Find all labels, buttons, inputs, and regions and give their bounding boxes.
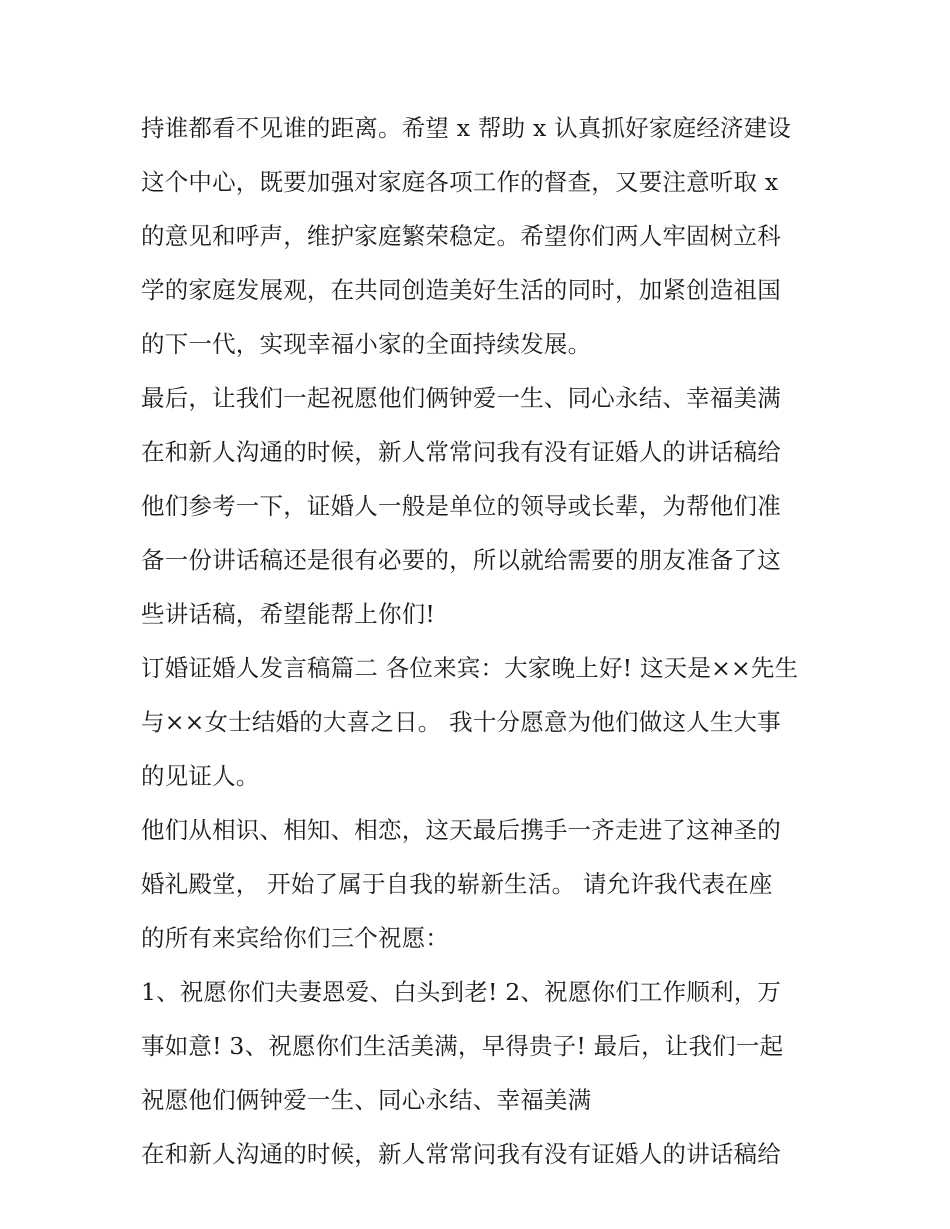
text-line: 他们从相识、相知、相恋，这天最后携手一齐走进了这神圣的 bbox=[141, 816, 781, 844]
text-line: 的下一代，实现幸福小家的全面持续发展。 bbox=[141, 330, 592, 358]
text-line: 些讲话稿，希望能帮上你们! bbox=[141, 600, 436, 628]
text-line: 备一份讲话稿还是很有必要的，所以就给需要的朋友准备了这 bbox=[141, 546, 781, 574]
text-line: 这个中心，既要加强对家庭各项工作的督查，又要注意听取 x bbox=[141, 168, 779, 196]
text-line: 他们参考一下，证婚人一般是单位的领导或长辈，为帮他们准 bbox=[141, 492, 781, 520]
text-line: 事如意! 3、祝愿你们生活美满，早得贵子! 最后，让我们一起 bbox=[141, 1032, 784, 1060]
text-line: 订婚证婚人发言稿篇二 各位来宾：大家晚上好! 这天是××先生 bbox=[141, 654, 799, 682]
text-line: 持谁都看不见谁的距离。希望 x 帮助 x 认真抓好家庭经济建设 bbox=[141, 114, 792, 142]
text-line: 在和新人沟通的时候，新人常常问我有没有证婚人的讲话稿给 bbox=[141, 1140, 781, 1168]
text-line: 的意见和呼声，维护家庭繁荣稳定。希望你们两人牢固树立科 bbox=[141, 222, 781, 250]
text-line: 的见证人。 bbox=[141, 762, 260, 790]
text-line: 的所有来宾给你们三个祝愿： bbox=[141, 924, 450, 952]
text-line: 祝愿他们俩钟爱一生、同心永结、幸福美满 bbox=[141, 1086, 592, 1114]
text-line: 学的家庭发展观，在共同创造美好生活的同时，加紧创造祖国 bbox=[141, 276, 781, 304]
text-line: 在和新人沟通的时候，新人常常问我有没有证婚人的讲话稿给 bbox=[141, 438, 781, 466]
text-line: 与××女士结婚的大喜之日。 我十分愿意为他们做这人生大事 bbox=[141, 708, 781, 736]
text-line: 1、祝愿你们夫妻恩爱、白头到老! 2、祝愿你们工作顺利，万 bbox=[141, 978, 782, 1006]
text-line: 最后，让我们一起祝愿他们俩钟爱一生、同心永结、幸福美满 bbox=[141, 384, 781, 412]
text-line: 婚礼殿堂， 开始了属于自我的崭新生活。 请允许我代表在座 bbox=[141, 870, 773, 898]
